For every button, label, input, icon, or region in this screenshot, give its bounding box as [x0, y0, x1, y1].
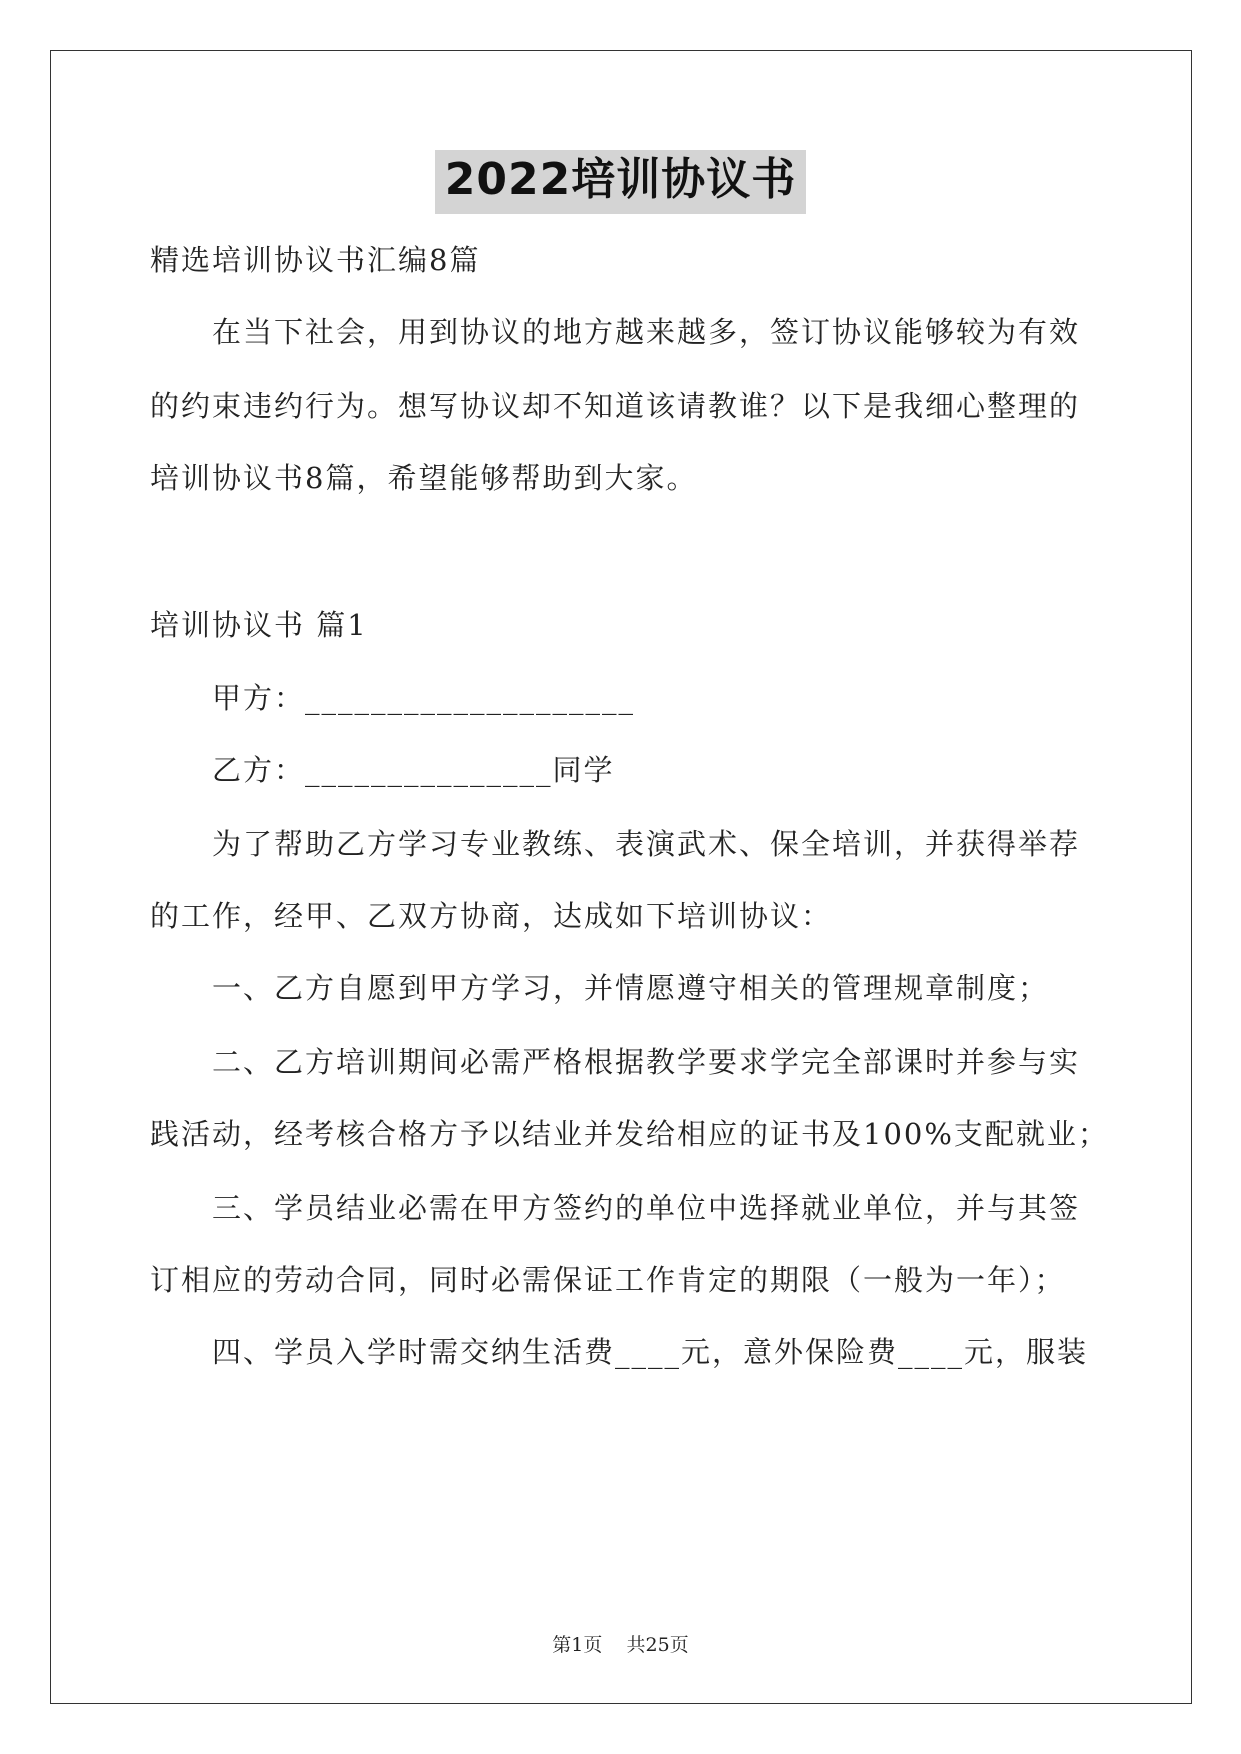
title-container	[0, 150, 1241, 214]
body-line-1: 为了帮助乙方学习专业教练、表演武术、保全培训，并获得举荐	[212, 827, 1081, 861]
intro-line-3: 培训协议书8篇，希望能够帮助到大家。	[150, 461, 698, 495]
party-b-line: 乙方：_______________同学	[212, 753, 615, 787]
intro-line-2: 的约束违约行为。想写协议却不知道该请教谁？以下是我细心整理的	[150, 389, 1081, 423]
body-line-4: 二、乙方培训期间必需严格根据教学要求学完全部课时并参与实	[212, 1045, 1081, 1079]
body-line-5: 践活动，经考核合格方予以结业并发给相应的证书及100%支配就业；	[150, 1117, 1109, 1151]
document-title: 2022培训协议书	[435, 150, 806, 214]
party-a-line: 甲方：____________________	[212, 681, 636, 715]
body-line-3: 一、乙方自愿到甲方学习，并情愿遵守相关的管理规章制度；	[212, 971, 1050, 1005]
page-total: 共25页	[626, 1634, 689, 1656]
document-subtitle: 精选培训协议书汇编8篇	[150, 243, 481, 277]
body-line-6: 三、学员结业必需在甲方签约的单位中选择就业单位，并与其签	[212, 1191, 1081, 1225]
page-number: 第1页	[552, 1634, 603, 1656]
body-line-8: 四、学员入学时需交纳生活费____元，意外保险费____元，服装	[212, 1335, 1089, 1369]
section-heading: 培训协议书 篇1	[150, 608, 368, 642]
page-footer	[0, 1630, 1241, 1657]
intro-line-1: 在当下社会，用到协议的地方越来越多，签订协议能够较为有效	[212, 315, 1081, 349]
body-line-7: 订相应的劳动合同，同时必需保证工作肯定的期限（一般为一年）；	[150, 1263, 1066, 1297]
page-border	[50, 50, 1192, 1704]
body-line-2: 的工作，经甲、乙双方协商，达成如下培训协议：	[150, 899, 833, 933]
